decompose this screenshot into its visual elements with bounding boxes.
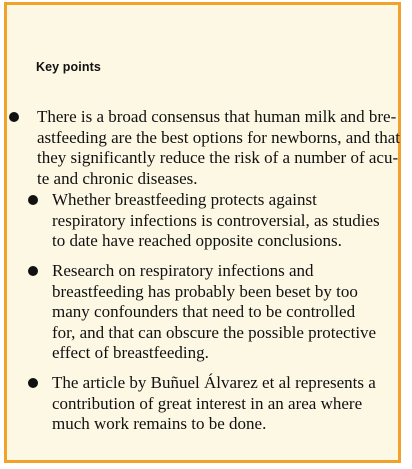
key-point-line: There is a broad consensus that human milk and bre-	[37, 107, 397, 126]
bullet-icon	[28, 378, 38, 388]
key-point-line: for, and that can obscure the possible protective	[52, 322, 377, 342]
key-point-line: respiratory infections is controversial, as studies	[52, 210, 380, 230]
bullet-icon	[9, 112, 19, 122]
key-point-line: much work remains to be done.	[52, 414, 267, 433]
key-point-line: contribution of great interest in an area where	[52, 393, 363, 413]
key-point-line: Whether breastfeeding protects against	[52, 190, 317, 209]
bullet-icon	[28, 195, 38, 205]
key-point-line: to date have reached opposite conclusions.	[52, 231, 342, 250]
key-point-line: The article by Buñuel Álvarez et al represents a	[52, 373, 376, 392]
key-point-line: effect of breastfeeding.	[52, 343, 209, 362]
key-point-line: Research on respiratory infections and	[52, 261, 314, 280]
key-point-line: they significantly reduce the risk of a number of acu-	[37, 148, 399, 167]
key-points-heading: Key points	[36, 60, 101, 74]
key-point-line: many confounders that need to be controlled	[52, 302, 356, 321]
key-point-line: breastfeeding has probably been beset by too	[52, 281, 358, 301]
key-point-line: astfeeding are the best options for newborns, and that	[37, 127, 401, 147]
key-point-line: te and chronic diseases.	[37, 168, 198, 188]
bullet-icon	[28, 266, 38, 276]
